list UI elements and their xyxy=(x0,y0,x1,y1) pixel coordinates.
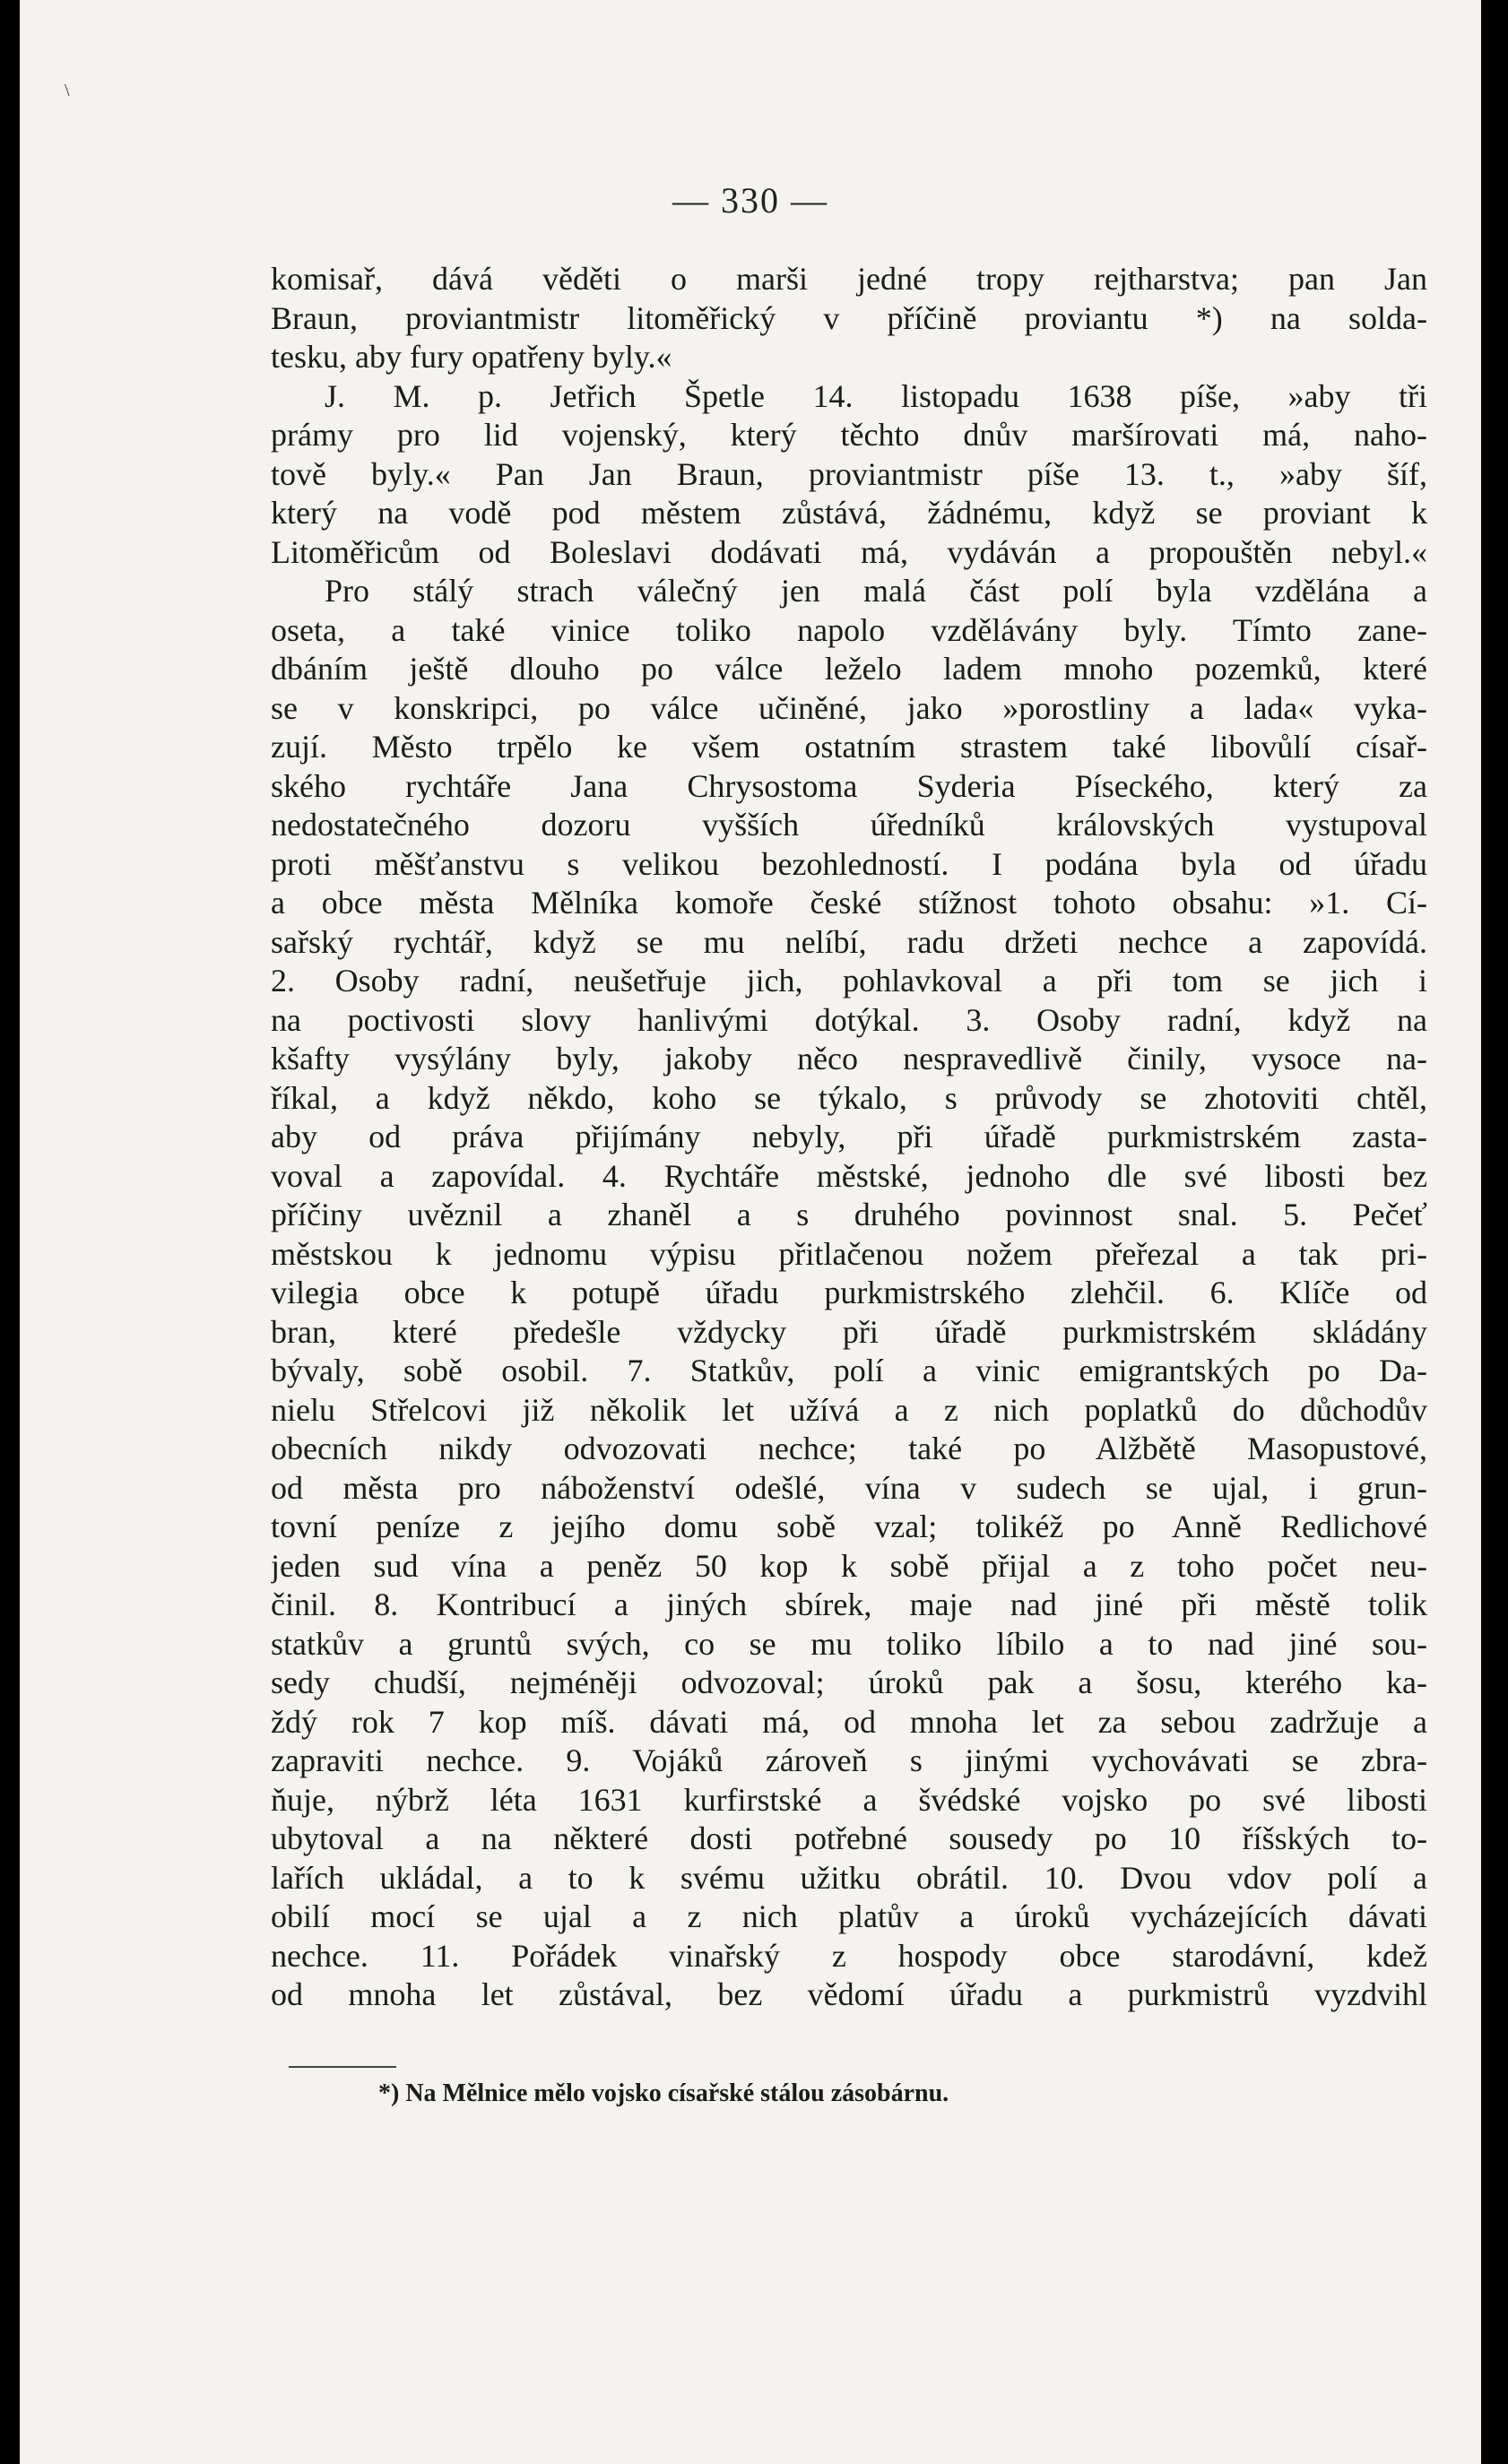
text-line: zapraviti nechce. 9. Vojáků zároveň s jinými vychovávati se zbra- xyxy=(271,1742,1427,1778)
text-line: Litoměřicům od Boleslavi dodávati má, vydáván a propouštěn nebyl.« xyxy=(271,533,1427,570)
footnote-divider xyxy=(289,2066,396,2068)
page-edge-mark: \ xyxy=(65,81,70,100)
text-line: ňuje, nýbrž léta 1631 kurfirstské a švédské vojsko po své libosti xyxy=(271,1781,1427,1818)
book-page xyxy=(20,0,1481,2464)
text-line: nielu Střelcovi již několik let užívá a z nich poplatků do důchodův xyxy=(271,1391,1427,1428)
text-line: se v konskripci, po válce učiněné, jako »porostliny a lada« vyka- xyxy=(271,689,1427,726)
text-line: od města pro náboženství odešlé, vína v sudech se ujal, i grun- xyxy=(271,1469,1427,1506)
text-line: který na vodě pod městem zůstává, žádnému, když se proviant k xyxy=(271,495,1427,531)
text-line: tesku, aby fury opatřeny byly.« xyxy=(271,339,672,375)
text-line: lařích ukládal, a to k svému užitku obrátil. 10. Dvou vdov polí a xyxy=(271,1859,1427,1896)
text-line: a obce města Mělníka komoře české stížnost tohoto obsahu: »1. Cí- xyxy=(271,885,1427,921)
text-line: nedostatečného dozoru vyšších úředníků královských vystupoval xyxy=(271,807,1427,843)
text-line: obecních nikdy odvozovati nechce; také po Alžbětě Masopustové, xyxy=(271,1431,1427,1466)
text-line: Pro stálý strach válečný jen malá část polí byla vzdělána a xyxy=(325,573,1427,609)
text-line: aby od práva přijímány nebyly, při úřadě purkmistrském zasta- xyxy=(271,1119,1427,1154)
text-line: dbáním ještě dlouho po válce leželo ladem mnoho pozemků, které xyxy=(271,651,1427,687)
text-line: jeden sud vína a peněz 50 kop k sobě přijal a z toho počet neu- xyxy=(271,1547,1427,1584)
text-line: od mnoha let zůstával, bez vědomí úřadu a purkmistrů vyzdvihl xyxy=(271,1976,1427,2012)
text-line: vilegia obce k potupě úřadu purkmistrského zlehčil. 6. Klíče od xyxy=(271,1275,1427,1310)
text-line: říkal, a když někdo, koho se týkalo, s průvody se zhotoviti chtěl, xyxy=(271,1079,1427,1116)
text-line: příčiny uvěznil a zhaněl a s druhého povinnost snal. 5. Pečeť xyxy=(271,1197,1427,1232)
text-line: zují. Město trpělo ke všem ostatním strastem také libovůlí císař- xyxy=(271,729,1427,765)
text-line: 2. Osoby radní, neušetřuje jich, pohlavkoval a při tom se jich i xyxy=(271,963,1427,999)
text-line: bývaly, sobě osobil. 7. Statkův, polí a vinic emigrantských po Da- xyxy=(271,1353,1427,1388)
text-line: ského rychtáře Jana Chrysostoma Syderia Píseckého, který za xyxy=(271,767,1427,804)
text-line: prámy pro lid vojenský, který těchto dnův maršírovati má, naho- xyxy=(271,417,1427,453)
text-line: proti měšťanstvu s velikou bezohledností. I podána byla od úřadu xyxy=(271,845,1427,882)
text-line: sedy chudší, nejméněji odvozoval; úroků pak a šosu, kterého ka- xyxy=(271,1664,1427,1700)
text-line: J. M. p. Jetřich Špetle 14. listopadu 1638 píše, »aby tři xyxy=(325,377,1427,414)
page-number: — 330 — xyxy=(672,180,828,220)
text-line: tovní peníze z jejího domu sobě vzal; tolikéž po Anně Redlichové xyxy=(271,1509,1427,1544)
text-line: městskou k jednomu výpisu přitlačenou nožem přeřezal a tak pri- xyxy=(271,1235,1427,1272)
text-line: nechce. 11. Pořádek vinařský z hospody obce starodávní, kdež xyxy=(271,1937,1427,1974)
body-text xyxy=(271,260,1427,2015)
text-line: ubytoval a na některé dosti potřebné sousedy po 10 říšských to- xyxy=(271,1820,1427,1856)
text-line: tově byly.« Pan Jan Braun, proviantmistr píše 13. t., »aby šíf, xyxy=(271,455,1427,492)
text-line: Braun, proviantmistr litoměřický v příčině proviantu *) na solda- xyxy=(271,299,1427,336)
text-line: statkův a gruntů svých, co se mu toliko líbilo a to nad jiné sou- xyxy=(271,1625,1427,1662)
footnote: *) Na Mělnice mělo vojsko císařské stálou zásobárnu. xyxy=(378,2079,949,2107)
text-line: činil. 8. Kontribucí a jiných sbírek, maje nad jiné při městě tolik xyxy=(271,1586,1427,1622)
text-line: kšafty vysýlány byly, jakoby něco nespravedlivě činily, vysoce na- xyxy=(271,1041,1427,1076)
text-line: oseta, a také vinice toliko napolo vzdělávány byly. Tímto zane- xyxy=(271,611,1427,648)
text-line: voval a zapovídal. 4. Rychtáře městské, jednoho dle své libosti bez xyxy=(271,1157,1427,1194)
text-line: komisař, dává věděti o marši jedné tropy rejtharstva; pan Jan xyxy=(271,261,1427,297)
text-line: na poctivosti slovy hanlivými dotýkal. 3. Osoby radní, když na xyxy=(271,1001,1427,1038)
text-line: bran, které předešle vždycky při úřadě purkmistrském skládány xyxy=(271,1313,1427,1350)
text-line: ždý rok 7 kop míš. dávati má, od mnoha let za sebou zadržuje a xyxy=(271,1703,1427,1740)
text-line: obilí mocí se ujal a z nich platův a úroků vycházejících dávati xyxy=(271,1898,1427,1934)
text-line: sařský rychtář, když se mu nelíbí, radu držeti nechce a zapovídá. xyxy=(271,923,1427,960)
